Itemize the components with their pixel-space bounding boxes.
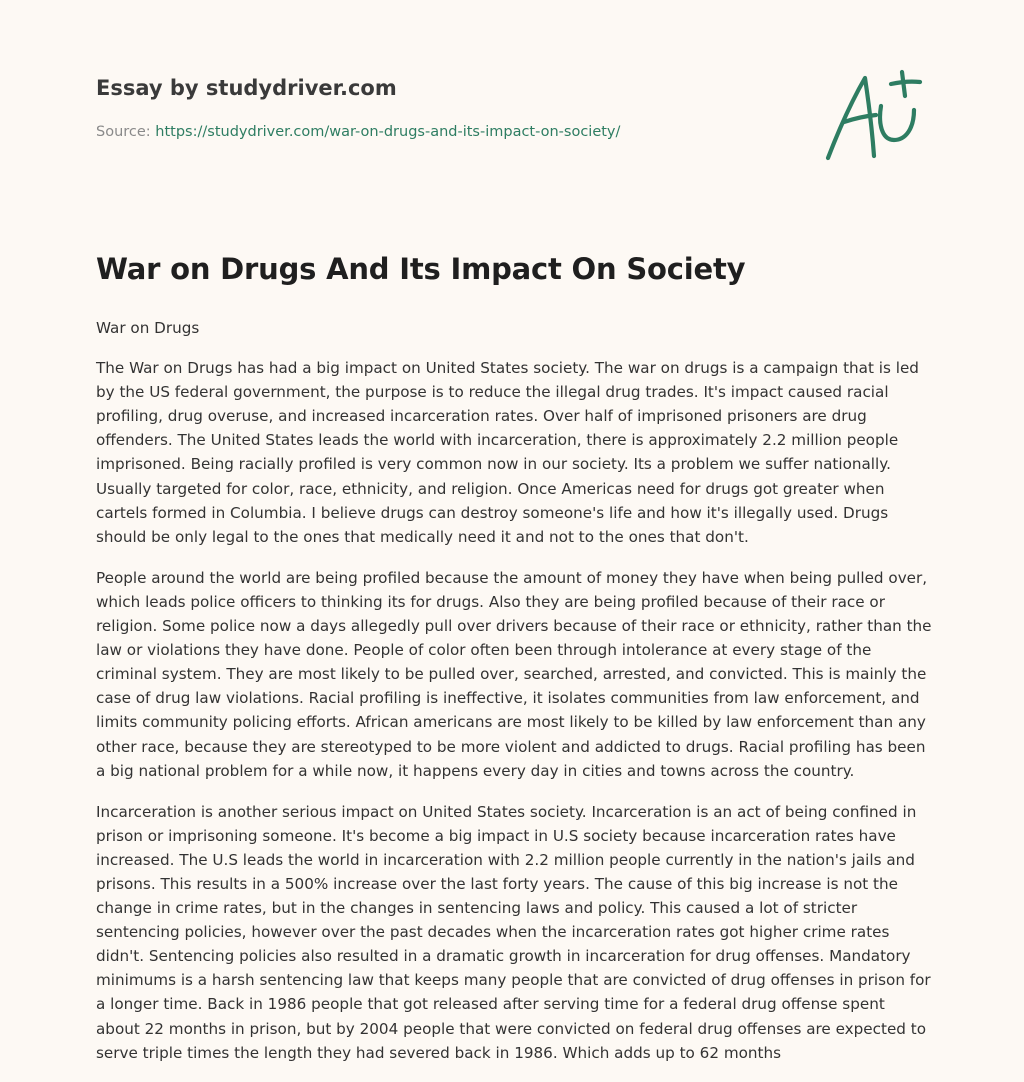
source-link[interactable]: https://studydriver.com/war-on-drugs-and-its-impact-on-society/ xyxy=(155,124,621,140)
source-label: Source: xyxy=(96,124,156,140)
paragraph: Incarceration is another serious impact on United States society. Incarceration is an act of being confined in prison or imprisoning someone. It's become a big impact in U.S society because incarceration rates have increased. The U.S leads the world in incarceration with 2.2 million people currently in the nation's jails and prisons. This results in a 500% increase over the last forty years. The cause of this big increase is not the change in crime rates, but in the changes in sentencing laws and policy. This caused a lot of stricter sentencing policies, however over the past decades when the incarceration rates got higher crime rates didn't. Sentencing policies also resulted in a dramatic growth in incarceration for drug offenses. Mandatory minimums is a harsh sentencing law that keeps many people that are convicted of drug offenses in prison for a longer time. Back in 1986 people that got released after serving time for a federal drug offense spent about 22 months in prison, but by 2004 people that were convicted on federal drug offenses are expected to serve triple times the length they had severed back in 1986. Which adds up to 62 months xyxy=(96,802,931,1062)
document-title: War on Drugs And Its Impact On Society xyxy=(96,252,746,286)
paragraph: The War on Drugs has had a big impact on United States society. The war on drugs is a campaign that is led by the US federal government, the purpose is to reduce the illegal drug trades. It's impact caused racial profiling, drug overuse, and increased incarceration rates. Over half of imprisoned prisoners are drug offenders. The United States leads the world with incarceration, there is approximately 2.2 million people imprisoned. Being racially profiled is very common now in our society. Its a problem we suffer nationally. Usually targeted for color, race, ethnicity, and religion. Once Americas need for drugs got greater when cartels formed in Columbia. I believe drugs can destroy someone's life and how it's illegally used. Drugs should be only legal to the ones that medically need it and not to the ones that don't. xyxy=(96,359,919,546)
source-line xyxy=(96,124,620,140)
essay-subtitle: War on Drugs xyxy=(96,319,200,337)
essay-body xyxy=(96,316,932,1082)
a-plus-grade-icon xyxy=(818,66,930,166)
paragraph: People around the world are being profiled because the amount of money they have when being pulled over, which leads police officers to thinking its for drugs. Also they are being profiled because of their race or religion. Some police now a days allegedly pull over drivers because of their race or ethnicity, rather than the law or violations they have done. People of color often been through intolerance at every stage of the criminal system. They are most likely to be pulled over, searched, arrested, and convicted. This is mainly the case of drug law violations. Racial profiling is ineffective, it isolates communities from law enforcement, and limits community policing efforts. African americans are most likely to be killed by law enforcement than any other race, because they are stereotyped to be more violent and addicted to drugs. Racial profiling has been a big national problem for a while now, it happens every day in cities and towns across the country. xyxy=(96,568,932,780)
site-brand: Essay by studydriver.com xyxy=(96,76,397,100)
